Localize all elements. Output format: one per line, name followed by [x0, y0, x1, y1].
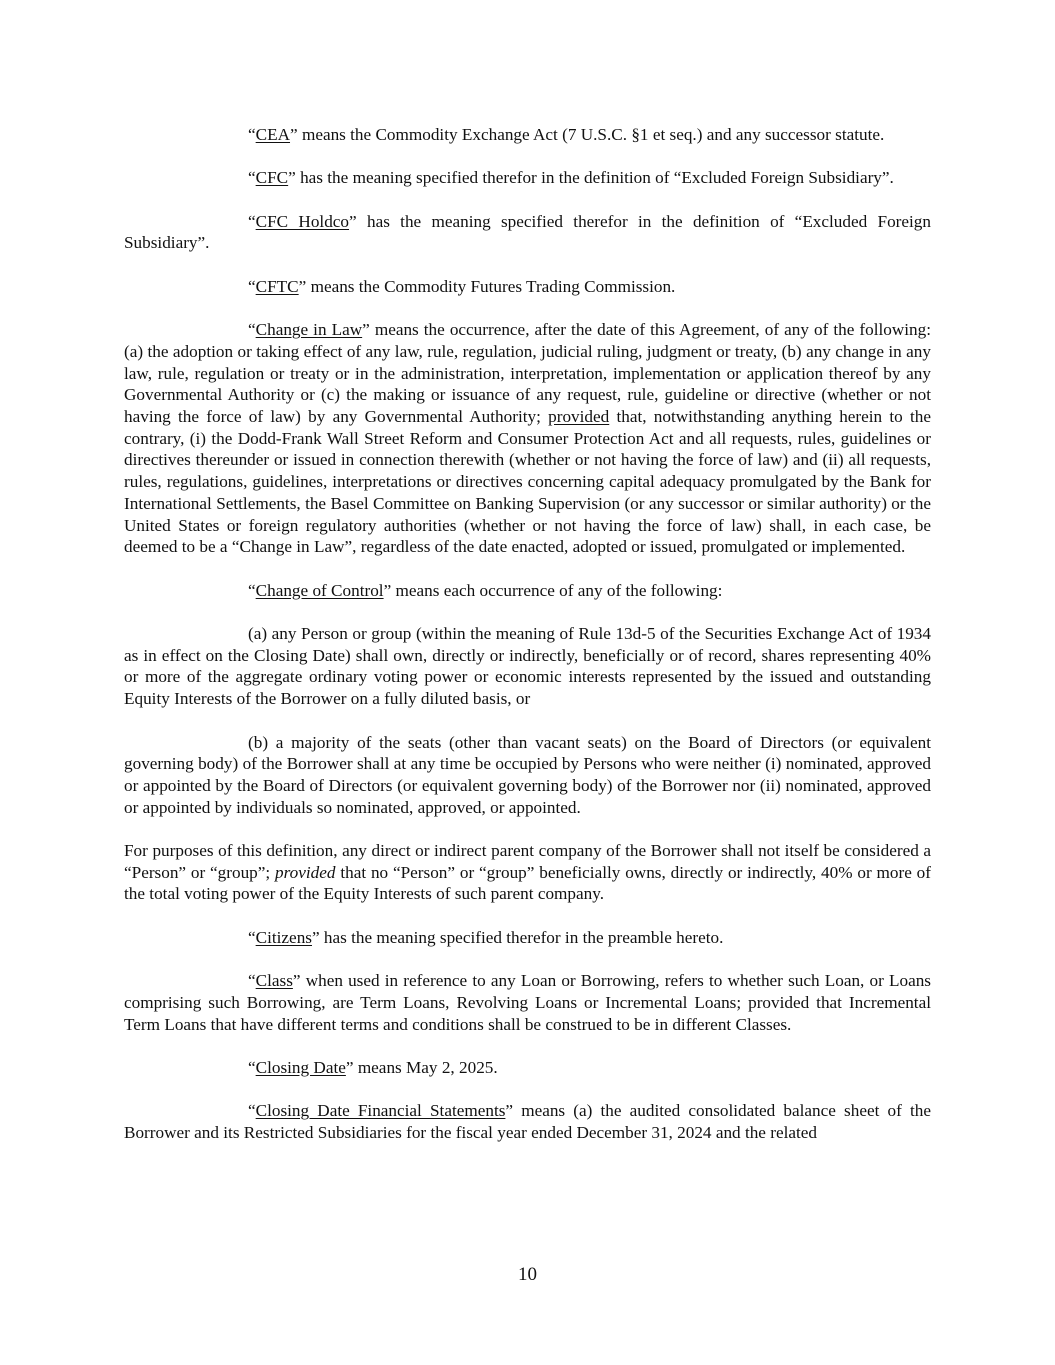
provided-term-italic: provided [275, 862, 336, 882]
closing-text-continued: that no “Person” or “group” beneficially owns, directly or indirectly, 40% or more of the total voting power of the Equity Interests of such parent company. [124, 862, 931, 904]
close-quote: ” [288, 168, 296, 188]
defined-term-cea: CEA [255, 125, 291, 144]
definition-cftc [124, 276, 931, 298]
defined-term-closing-date-financial-statements: Closing Date Financial Statements [255, 1101, 506, 1121]
change-of-control-closing-paragraph [124, 840, 931, 905]
open-quote: “ [248, 211, 256, 231]
change-of-control-clause-b: (b) a majority of the seats (other than vacant seats) on the Board of Directors (or equivalent governing body) of the Borrower shall at any time be occupied by Persons who were neither (i) nominated, approved or appointed by the Board of Directors (or equivalent governing body) of the Borrower nor (ii) nominated, approved or appointed by individuals so nominated, approved, or appointed. [124, 732, 931, 817]
open-quote: “ [248, 1101, 256, 1121]
definition-cfc [124, 167, 931, 189]
definition-text: means the Commodity Futures Trading Commission. [306, 276, 676, 296]
definition-text: means May 2, 2025. [353, 1058, 498, 1078]
open-quote: “ [248, 168, 256, 188]
definition-class [124, 970, 931, 1035]
close-quote: ” [345, 1058, 354, 1078]
definition-change-of-control [124, 580, 931, 602]
definition-text: when used in reference to any Loan or Borrowing, refers to whether such Loan, or Loans comprising such Borrowing, are Term Loans, Revolving Loans or Incremental Loans; provided that Incremental Term Loans that have different terms and conditions shall be construed to be in different Classes. [124, 971, 931, 1034]
close-quote: ” [298, 276, 307, 296]
close-quote: ” [505, 1101, 514, 1121]
open-quote: “ [248, 125, 256, 144]
defined-term-closing-date: Closing Date [255, 1058, 346, 1078]
defined-term-citizens: Citizens [255, 927, 312, 947]
definition-closing-date [124, 1057, 931, 1079]
open-quote: “ [248, 320, 256, 340]
definition-citizens [124, 927, 931, 949]
definition-text: means (a) the audited consolidated balance sheet of the Borrower and its Restricted Subsidiaries for the fiscal year ended December 31, 2024 and the related [124, 1101, 931, 1143]
open-quote: “ [248, 580, 256, 600]
open-quote: “ [248, 927, 256, 947]
open-quote: “ [248, 1058, 256, 1078]
close-quote: ” [349, 211, 357, 231]
page-number: 10 [518, 1264, 537, 1285]
defined-term-class: Class [255, 971, 293, 991]
defined-term-cfc: CFC [255, 168, 289, 188]
close-quote: ” [311, 927, 320, 947]
definition-closing-date-financial-statements [124, 1100, 931, 1143]
defined-term-cftc: CFTC [255, 276, 299, 296]
definition-text: means the occurrence, after the date of this Agreement, of any of the following: (a) the adoption or taking effect of any law, rule, regulation, judicial ruling, judgment or treaty, (b) any change in any law, rule, regulation or treaty or in the administration, interpretation, implementation or application thereof by any Governmental Authority or (c) the making or issuance of any request, rule, guideline or directive (whether or not having the force of law) by any Governmental Authority; [124, 320, 931, 427]
provided-term: provided [548, 407, 610, 427]
close-quote: ” [290, 125, 298, 144]
definition-text: has the meaning specified therefor in the definition of “Excluded Foreign Subsidiary”. [124, 211, 931, 253]
definition-text: has the meaning specified therefor in the definition of “Excluded Foreign Subsidiary”. [295, 168, 894, 188]
change-of-control-clause-a: (a) any Person or group (within the meaning of Rule 13d-5 of the Securities Exchange Act of 1934 as in effect on the Closing Date) shall own, directly or indirectly, beneficially or of record, shares representing 40% or more of the aggregate ordinary voting power or economic interests represented by the issued and outstanding Equity Interests of the Borrower on a fully diluted basis, or [124, 624, 931, 709]
definition-text: has the meaning specified therefor in the preamble hereto. [319, 927, 724, 947]
open-quote: “ [248, 276, 256, 296]
definition-cfc-holdco [124, 211, 931, 254]
close-quote: ” [362, 320, 370, 340]
closing-text: For purposes of this definition, any direct or indirect parent company of the Borrower shall not itself be considered a “Person” or “group”; [124, 841, 931, 882]
close-quote: ” [383, 580, 392, 600]
defined-term-cfc-holdco: CFC Holdco [255, 211, 350, 231]
defined-term-change-of-control: Change of Control [255, 580, 384, 600]
definition-text: means the Commodity Exchange Act (7 U.S.C. §1 et seq.) and any successor statute. [297, 125, 885, 144]
definition-text: means each occurrence of any of the following: [391, 580, 723, 600]
open-quote: “ [248, 971, 256, 991]
definition-change-in-law [124, 319, 931, 558]
definitions-section [124, 124, 931, 1166]
definition-text-continued: that, notwithstanding anything herein to the contrary, (i) the Dodd-Frank Wall Street Reform and Consumer Protection Act and all requests, rules, guidelines or directives thereunder or issued in connection therewith (whether or not having the force of law) and (ii) all requests, rules, regulations, guidelines, interpretations or directives concerning capital adequacy promulgated by the Bank for International Settlements, the Basel Committee on Banking Supervision (or any successor or similar authority) or the United States or foreign regulatory authorities (whether or not having the force of law) shall, in each case, be deemed to be a “Change in Law”, regardless of the date enacted, adopted or issued, promulgated or implemented. [124, 407, 931, 557]
close-quote: ” [292, 971, 301, 991]
definition-cea [124, 124, 931, 146]
defined-term-change-in-law: Change in Law [255, 320, 363, 340]
